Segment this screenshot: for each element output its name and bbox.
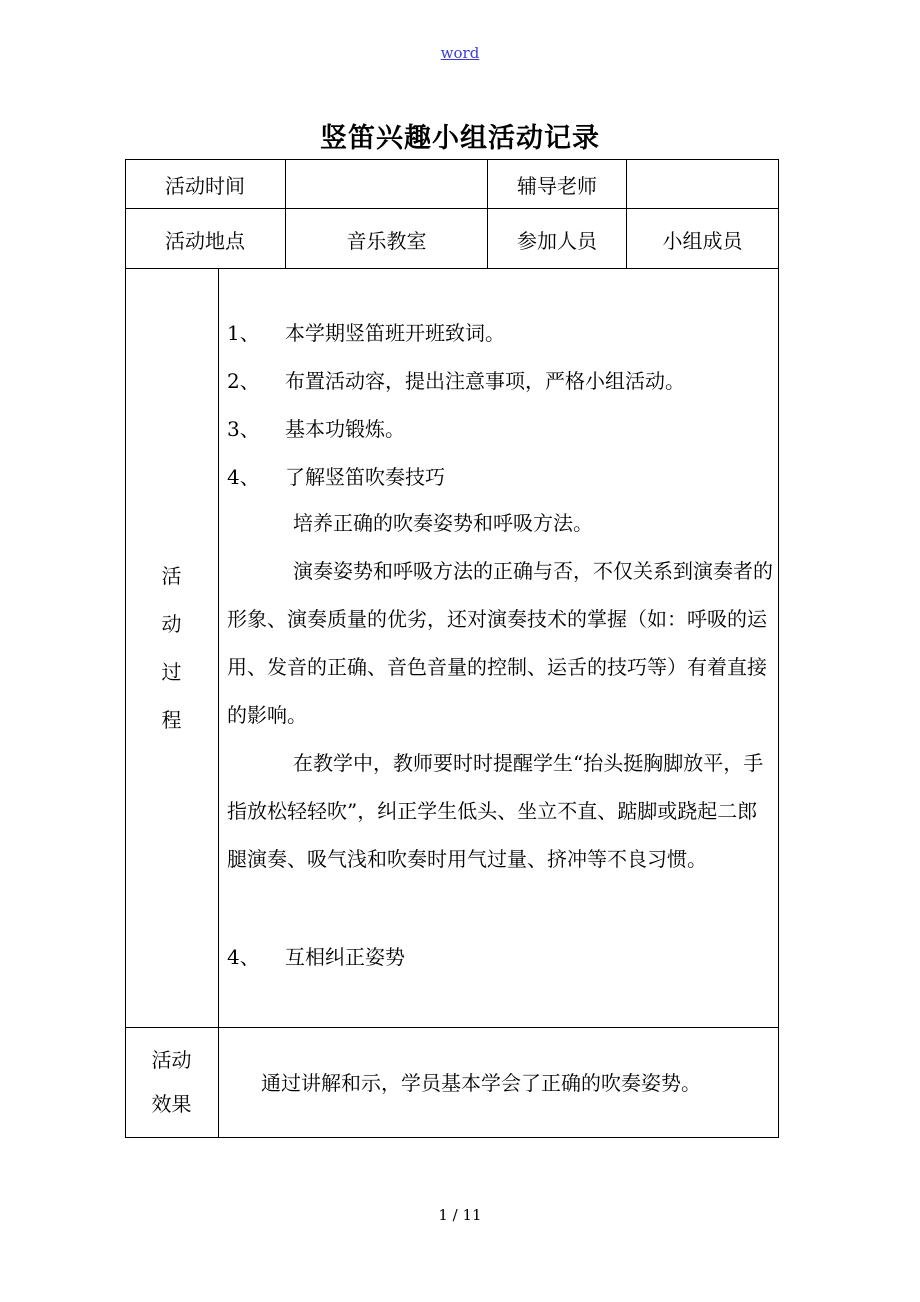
label-activity-time: 活动时间 xyxy=(165,173,245,198)
process-item-text: 布置活动容，提出注意事项，严格小组活动。 xyxy=(285,369,685,393)
process-paragraph xyxy=(227,739,773,883)
process-label-char: 过 xyxy=(161,660,182,684)
process-item-number: 4、 xyxy=(227,945,260,969)
process-item-number: 2、 xyxy=(227,369,260,393)
label-activity-place: 活动地点 xyxy=(165,228,245,253)
process-list-item xyxy=(227,317,505,346)
activity-record-table xyxy=(125,159,779,1139)
process-list-item xyxy=(227,941,405,970)
table-row-divider-3 xyxy=(125,1027,779,1028)
label-activity-effect xyxy=(125,1027,218,1137)
process-item-text: 互相纠正姿势 xyxy=(285,945,405,969)
value-participants: 小组成员 xyxy=(662,228,743,253)
effect-label-line: 效果 xyxy=(151,1092,192,1116)
process-item-number: 3、 xyxy=(227,417,260,441)
value-activity-time xyxy=(286,159,487,209)
process-paragraph xyxy=(227,547,773,739)
process-item-text: 本学期竖笛班开班致词。 xyxy=(285,321,505,345)
process-item-number: 4、 xyxy=(227,465,260,489)
document-title: 竖笛兴趣小组活动记录 xyxy=(320,123,600,154)
process-list-item xyxy=(227,413,405,442)
process-label-char: 活 xyxy=(161,564,182,588)
value-activity-place: 音乐教室 xyxy=(346,228,427,253)
process-paragraph-text: 培养正确的吹奏姿势和呼吸方法。 xyxy=(293,511,593,535)
activity-effect-text: 通过讲解和示，学员基本学会了正确的吹奏姿势。 xyxy=(261,1071,701,1095)
value-instructor xyxy=(627,159,778,209)
process-list-item xyxy=(227,461,445,490)
process-item-text: 基本功锻炼。 xyxy=(285,417,405,441)
label-participants: 参加人员 xyxy=(517,228,597,253)
table-border-right xyxy=(778,159,779,1138)
process-label-char: 动 xyxy=(161,612,182,636)
process-label-char: 程 xyxy=(161,708,182,732)
process-paragraph xyxy=(227,499,773,547)
page-indicator: 1 / 11 xyxy=(438,1206,482,1224)
process-paragraph-text: 在教学中，教师要时时提醒学生“抬头挺胸脚放平，手指放松轻轻吹”，纠正学生低头、坐立不直、踮脚或跷起二郎腿演奏、吸气浅和吹奏时用气过量、挤冲等不良习惯。 xyxy=(227,751,764,871)
label-activity-process xyxy=(125,269,218,1027)
effect-label-line: 活动 xyxy=(151,1048,192,1072)
process-item-number: 1、 xyxy=(227,321,260,345)
process-item-text: 了解竖笛吹奏技巧 xyxy=(285,465,445,489)
process-list-item xyxy=(227,365,685,394)
header-word-link[interactable]: word xyxy=(440,44,480,62)
table-border-bottom xyxy=(125,1137,779,1138)
table-col-divider-label xyxy=(218,268,219,1138)
label-instructor: 辅导老师 xyxy=(517,173,597,198)
process-paragraph-text: 演奏姿势和呼吸方法的正确与否，不仅关系到演奏者的形象、演奏质量的优劣，还对演奏技术的掌握（如：呼吸的运用、发音的正确、音色音量的控制、运舌的技巧等）有着直接的影响。 xyxy=(227,559,773,727)
